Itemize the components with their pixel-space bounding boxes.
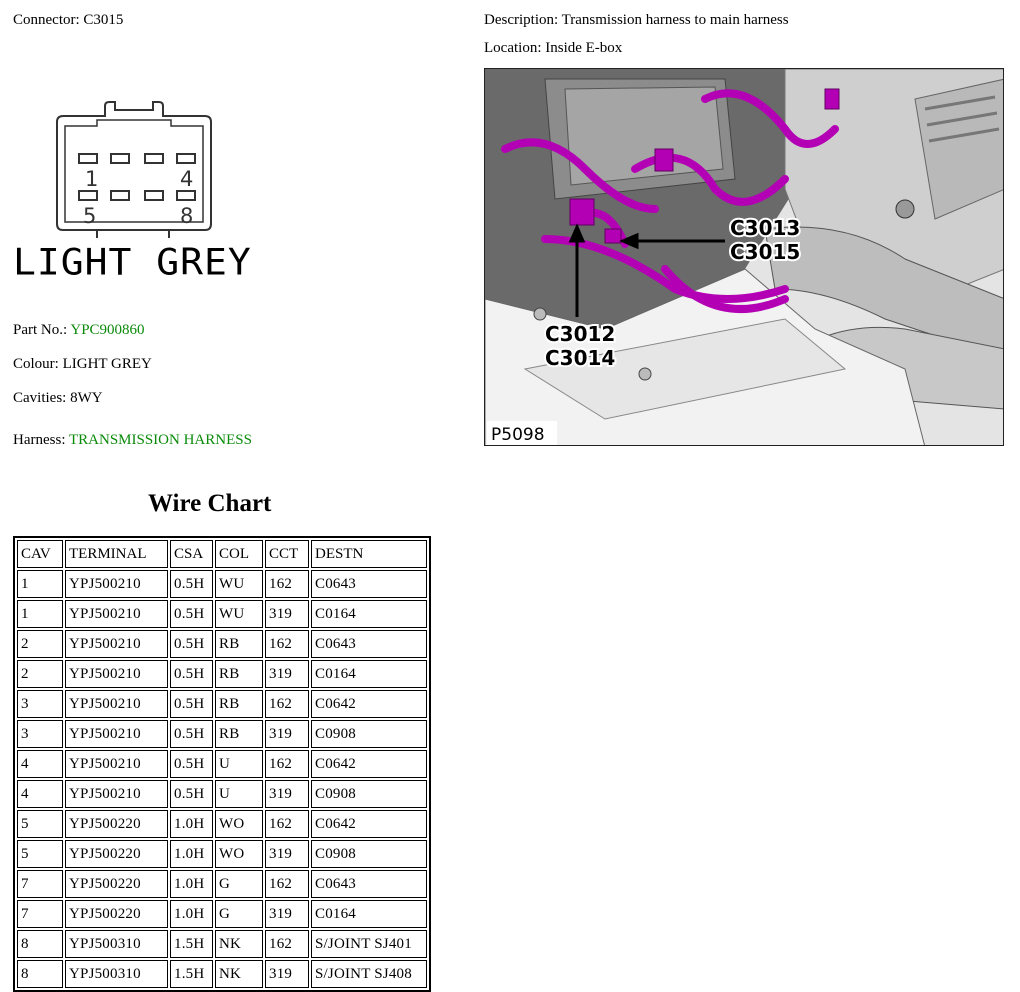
cell-terminal: YPJ500210	[65, 720, 168, 748]
pin-label-1: 1	[85, 167, 99, 191]
cell-destn: C0908	[311, 720, 427, 748]
cell-col: WO	[215, 840, 263, 868]
cell-terminal: YPJ500220	[65, 900, 168, 928]
cell-destn: C0642	[311, 750, 427, 778]
table-row	[17, 720, 427, 748]
part-number	[13, 322, 145, 339]
cell-terminal: YPJ500210	[65, 750, 168, 778]
table-row	[17, 600, 427, 628]
cell-csa: 0.5H	[170, 600, 213, 628]
callout-left-1: C3012	[545, 322, 616, 346]
cell-csa: 1.0H	[170, 840, 213, 868]
cell-csa: 0.5H	[170, 750, 213, 778]
connector-id: C3015	[83, 12, 124, 28]
cell-cct: 319	[265, 720, 309, 748]
wire-chart-body	[17, 570, 427, 988]
cell-destn: S/JOINT SJ401	[311, 930, 427, 958]
cell-col: G	[215, 870, 263, 898]
cell-terminal: YPJ500220	[65, 840, 168, 868]
wire-chart-header-row	[17, 540, 427, 568]
pin-label-8: 8	[180, 204, 194, 228]
cell-cav: 2	[17, 630, 63, 658]
harness-label: Harness:	[13, 432, 66, 448]
pin-label-4: 4	[180, 167, 194, 191]
cell-cav: 7	[17, 900, 63, 928]
location-value: Inside E-box	[545, 40, 623, 56]
cell-csa: 0.5H	[170, 690, 213, 718]
cell-col: NK	[215, 930, 263, 958]
cell-destn: C0642	[311, 810, 427, 838]
cell-cct: 162	[265, 630, 309, 658]
cell-terminal: YPJ500210	[65, 780, 168, 808]
part-label: Part No.:	[13, 322, 68, 338]
cell-csa: 1.0H	[170, 810, 213, 838]
cell-cav: 2	[17, 660, 63, 688]
connector-label: Connector:	[13, 12, 80, 28]
table-row	[17, 690, 427, 718]
cell-cav: 7	[17, 870, 63, 898]
colour	[13, 356, 152, 373]
table-row	[17, 840, 427, 868]
cell-csa: 1.0H	[170, 870, 213, 898]
cell-col: RB	[215, 690, 263, 718]
part-number-link[interactable]: YPC900860	[70, 322, 145, 338]
table-row	[17, 780, 427, 808]
description-label: Description:	[484, 12, 559, 28]
cell-cav: 1	[17, 600, 63, 628]
photo-ref: P5098	[491, 425, 545, 445]
cell-cct: 319	[265, 840, 309, 868]
cell-terminal: YPJ500310	[65, 930, 168, 958]
cell-cav: 5	[17, 810, 63, 838]
cell-cav: 4	[17, 780, 63, 808]
cell-col: RB	[215, 630, 263, 658]
table-row	[17, 810, 427, 838]
location	[484, 40, 622, 57]
header-terminal: TERMINAL	[65, 540, 168, 568]
table-row	[17, 630, 427, 658]
pin-label-5: 5	[83, 204, 97, 228]
cell-cct: 162	[265, 750, 309, 778]
wire-chart-table	[13, 536, 431, 992]
cell-col: U	[215, 750, 263, 778]
cell-col: WU	[215, 600, 263, 628]
connector-color-name: LIGHT GREY	[13, 241, 252, 283]
cell-cav: 5	[17, 840, 63, 868]
callout-left-2: C3014	[545, 346, 616, 370]
table-row	[17, 570, 427, 598]
cell-cct: 319	[265, 660, 309, 688]
cell-cav: 4	[17, 750, 63, 778]
cell-csa: 1.5H	[170, 930, 213, 958]
cavities	[13, 390, 103, 407]
cell-csa: 0.5H	[170, 720, 213, 748]
header-csa: CSA	[170, 540, 213, 568]
cell-cct: 162	[265, 930, 309, 958]
colour-label: Colour:	[13, 356, 59, 372]
cell-csa: 1.0H	[170, 900, 213, 928]
cell-csa: 0.5H	[170, 660, 213, 688]
cavities-value: 8WY	[70, 390, 103, 406]
cell-cct: 319	[265, 600, 309, 628]
cell-cav: 8	[17, 960, 63, 988]
cell-csa: 0.5H	[170, 630, 213, 658]
cell-cct: 319	[265, 780, 309, 808]
harness	[13, 432, 252, 449]
cell-destn: C0643	[311, 630, 427, 658]
cell-col: RB	[215, 660, 263, 688]
cell-terminal: YPJ500220	[65, 810, 168, 838]
table-row	[17, 930, 427, 958]
cavities-label: Cavities:	[13, 390, 67, 406]
cell-terminal: YPJ500210	[65, 630, 168, 658]
cell-cct: 162	[265, 810, 309, 838]
cell-csa: 1.5H	[170, 960, 213, 988]
cell-terminal: YPJ500220	[65, 870, 168, 898]
cell-csa: 0.5H	[170, 570, 213, 598]
connector-title	[13, 12, 123, 29]
cell-cav: 3	[17, 690, 63, 718]
callout-top-2: C3015	[730, 240, 801, 264]
cell-terminal: YPJ500210	[65, 690, 168, 718]
cell-destn: C0164	[311, 900, 427, 928]
cell-terminal: YPJ500210	[65, 660, 168, 688]
harness-link[interactable]: TRANSMISSION HARNESS	[68, 432, 252, 448]
cell-destn: C0642	[311, 690, 427, 718]
table-row	[17, 900, 427, 928]
cell-destn: C0643	[311, 570, 427, 598]
cell-terminal: YPJ500310	[65, 960, 168, 988]
header-col: COL	[215, 540, 263, 568]
cell-terminal: YPJ500210	[65, 600, 168, 628]
location-label: Location:	[484, 40, 542, 56]
header-cct: CCT	[265, 540, 309, 568]
connector-face-diagram	[45, 98, 225, 240]
cell-cct: 319	[265, 960, 309, 988]
cell-col: G	[215, 900, 263, 928]
cell-cav: 8	[17, 930, 63, 958]
cell-cct: 162	[265, 570, 309, 598]
description	[484, 12, 789, 29]
cell-destn: C0164	[311, 660, 427, 688]
location-illustration	[484, 68, 1004, 446]
cell-destn: C0908	[311, 840, 427, 868]
cell-cct: 162	[265, 870, 309, 898]
wire-chart-title: Wire Chart	[148, 490, 272, 517]
cell-col: WO	[215, 810, 263, 838]
cell-cct: 319	[265, 900, 309, 928]
cell-col: NK	[215, 960, 263, 988]
cell-cav: 1	[17, 570, 63, 598]
cell-destn: C0908	[311, 780, 427, 808]
cell-col: U	[215, 780, 263, 808]
cell-terminal: YPJ500210	[65, 570, 168, 598]
cell-col: RB	[215, 720, 263, 748]
table-row	[17, 960, 427, 988]
cell-destn: C0643	[311, 870, 427, 898]
cell-cav: 3	[17, 720, 63, 748]
header-destn: DESTN	[311, 540, 427, 568]
callout-top-1: C3013	[730, 216, 801, 240]
header-cav: CAV	[17, 540, 63, 568]
cell-destn: C0164	[311, 600, 427, 628]
table-row	[17, 660, 427, 688]
cell-cct: 162	[265, 690, 309, 718]
colour-value: LIGHT GREY	[62, 356, 152, 372]
cell-col: WU	[215, 570, 263, 598]
table-row	[17, 750, 427, 778]
description-value: Transmission harness to main harness	[561, 12, 789, 28]
table-row	[17, 870, 427, 898]
cell-csa: 0.5H	[170, 780, 213, 808]
cell-destn: S/JOINT SJ408	[311, 960, 427, 988]
